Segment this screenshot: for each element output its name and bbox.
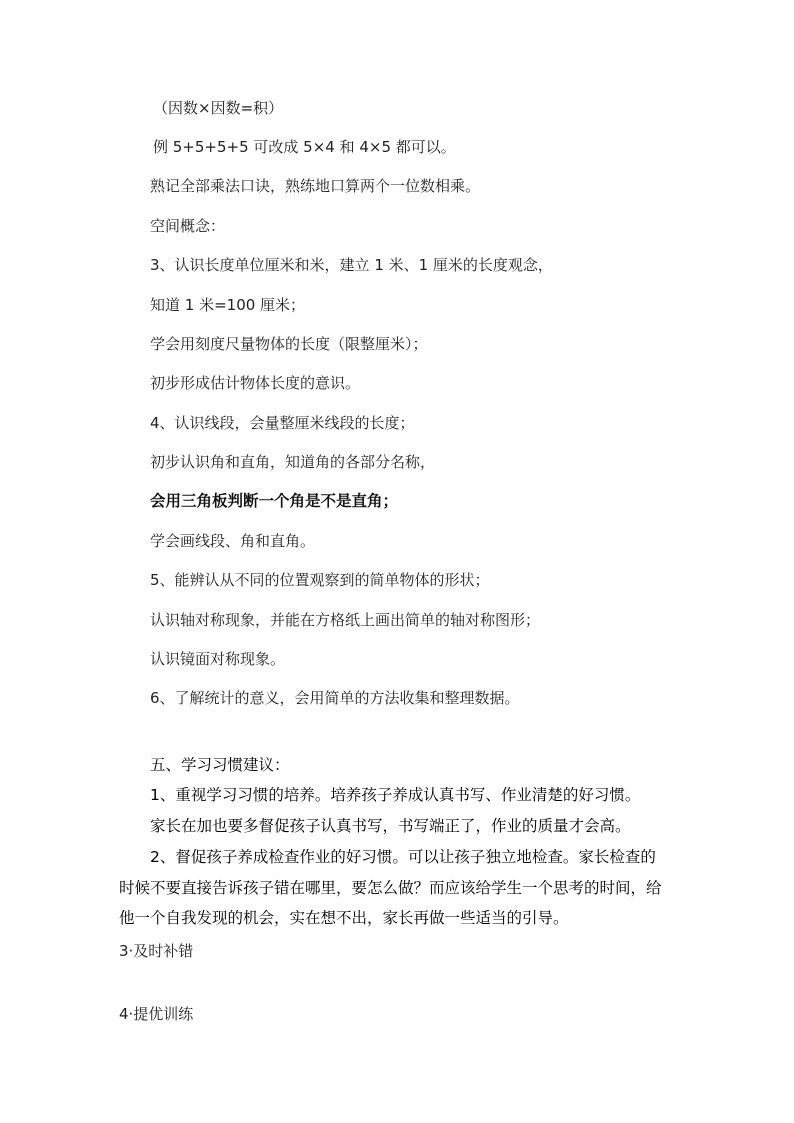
habit-line: 时候不要直接告诉孩子错在哪里，要怎么做？而应该给学生一个思考的时间，给 [119, 879, 662, 897]
text-line: 3、认识长度单位厘米和米，建立 1 米、1 厘米的长度观念， [150, 256, 553, 274]
text-line: 认识镜面对称现象。 [150, 650, 286, 668]
habit-line: 1、重视学习习惯的培养。培养孩子养成认真书写、作业清楚的好习惯。 [150, 786, 641, 804]
text-line: 熟记全部乘法口诀，熟练地口算两个一位数相乘。 [150, 177, 481, 195]
text-line: 初步认识角和直角，知道角的各部分名称， [150, 453, 436, 471]
section-title: 五、学习习惯建议： [150, 756, 290, 774]
habit-line: 2、督促孩子养成检查作业的好习惯。可以让孩子独立地检查。家长检查的 [150, 848, 656, 866]
bold-text-line: 会用三角板判断一个角是不是直角； [150, 492, 399, 510]
text-line: 5、能辨认从不同的位置观察到的简单物体的形状； [150, 571, 490, 589]
text-line: （因数×因数=积） [153, 99, 284, 117]
text-line: 学会用刻度尺量物体的长度（限整厘米）； [150, 335, 428, 353]
item-3: 3·及时补错 [119, 942, 194, 960]
text-line: 知道 1 米=100 厘米； [150, 296, 306, 314]
text-line: 认识轴对称现象，并能在方格纸上画出简单的轴对称图形； [150, 611, 541, 629]
item-4: 4·提优训练 [119, 1005, 194, 1023]
text-line: 4、认识线段，会量整厘米线段的长度； [150, 414, 415, 432]
text-line: 空间概念： [150, 217, 226, 235]
habit-line: 家长在加也要多督促孩子认真书写，书写端正了，作业的质量才会高。 [150, 817, 631, 835]
text-line: 学会画线段、角和直角。 [150, 532, 316, 550]
text-line: 初步形成估计物体长度的意识。 [150, 374, 361, 392]
text-line: 6、了解统计的意义，会用简单的方法收集和整理数据。 [150, 689, 520, 707]
text-line: 例 5+5+5+5 可改成 5×4 和 4×5 都可以。 [153, 138, 456, 156]
habit-line: 他一个自我发现的机会，实在想不出，家长再做一些适当的引导。 [119, 909, 569, 927]
